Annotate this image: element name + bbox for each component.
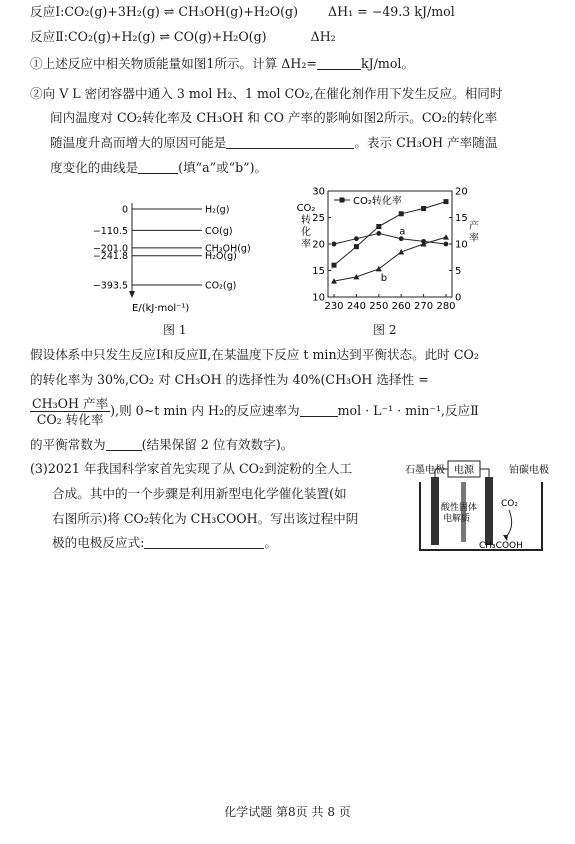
rate-unit: mol · L⁻¹ · min⁻¹,反应Ⅱ: [337, 403, 479, 418]
question-2-curve-tail: (填“a”或“b”)。: [178, 160, 268, 175]
figure-1-caption: 图 1: [163, 323, 187, 337]
reaction-2-label: 反应Ⅱ:: [30, 29, 68, 44]
energy-species-3: H₂O(g): [205, 251, 237, 263]
y-left-tick-label: 10: [312, 292, 325, 304]
series-label-b: b: [380, 272, 388, 284]
question-2-line-2: 间内温度对 CO₂转化率及 CH₃OH 和 CO 产率的影响如图2所示。CO₂的转化率: [50, 110, 498, 125]
electrolysis-device: [405, 458, 565, 554]
answer-blank-k[interactable]: [106, 438, 142, 451]
question-3-line-2: 合成。其中的一个步骤是利用新型电化学催化装置(如: [52, 486, 347, 501]
left-axis-title-2: 转: [301, 215, 311, 226]
product-label: CH₃COOH: [479, 541, 523, 551]
answer-blank-reason[interactable]: [226, 136, 354, 149]
figure-2-chart: [290, 183, 490, 313]
reaction-1-enthalpy: ΔH₁ = −49.3 kJ/mol: [328, 4, 455, 19]
question-2-reason-text: 随温度升高而增大的原因可能是: [50, 135, 227, 150]
para-line-4: [30, 437, 293, 453]
question-1-text: ①上述反应中相关物质能量如图1所示。计算 ΔH₂=: [30, 56, 317, 71]
x-tick-label: 240: [346, 301, 366, 312]
co2-label: CO₂: [501, 499, 518, 509]
question-3-end: 。: [264, 535, 277, 550]
question-3-electrode-text: 极的电极反应式:: [52, 535, 145, 550]
x-tick-label: 270: [414, 301, 434, 312]
reaction-2-equation: CO₂(g)+H₂(g) ⇌ CO(g)+H₂O(g): [68, 29, 267, 44]
y-left-tick-label: 20: [312, 239, 325, 251]
point-square: [354, 244, 359, 249]
y-right-tick-label: 15: [455, 213, 468, 224]
question-3-line-1: (3)2021 年我国科学家首先实现了从 CO₂到淀粉的全人工: [30, 461, 353, 476]
energy-axis-arrow: [129, 291, 135, 298]
question-2-curve-text: 度变化的曲线是: [50, 160, 139, 175]
y-right-tick-label: 5: [455, 266, 462, 277]
selectivity-fraction: [30, 396, 110, 427]
energy-value-3: −241.8: [92, 251, 128, 263]
energy-value-4: −393.5: [92, 280, 128, 292]
para-line-3: [30, 396, 479, 427]
right-electrode-label: 铂碳电极: [509, 465, 549, 476]
y-left-tick-label: 15: [312, 266, 325, 277]
question-1-unit: kJ/mol。: [360, 56, 415, 71]
question-3-line-3: 右图所示)将 CO₂转化为 CH₃COOH。写出该过程中阴: [52, 511, 359, 526]
fraction-numerator: CH₃OH 产率: [32, 396, 109, 411]
point-square: [444, 199, 449, 204]
electrolyte-label-2: 电解质: [443, 514, 471, 524]
reaction-2-enthalpy: ΔH₂: [310, 29, 336, 44]
answer-blank-curve[interactable]: [138, 161, 178, 174]
reaction-1-equation: CO₂(g)+3H₂(g) ⇌ CH₃OH(g)+H₂O(g): [64, 4, 299, 19]
y-left-tick-label: 25: [312, 213, 325, 224]
reaction-1-label: 反应Ⅰ:: [30, 4, 65, 19]
point-square: [376, 224, 381, 229]
x-tick-label: 230: [324, 301, 344, 312]
energy-species-0: H₂(g): [205, 204, 230, 216]
reaction-1: [30, 4, 455, 20]
point-circle: [354, 236, 359, 241]
page-footer: 化学试题 第8页 共 8 页: [224, 805, 351, 819]
series-label-a: a: [399, 226, 406, 238]
power-source-label: 电源: [454, 465, 474, 476]
equilibrium-text: 的平衡常数为: [30, 437, 106, 452]
y-left-tick-label: 30: [312, 186, 325, 198]
x-tick-label: 250: [369, 301, 389, 312]
answer-blank-dh2[interactable]: [317, 57, 361, 70]
point-circle: [444, 242, 449, 247]
point-circle: [332, 242, 337, 247]
left-axis-title-4: 率: [301, 239, 311, 250]
question-2-line-3: [50, 135, 497, 151]
x-tick-label: 280: [436, 301, 456, 312]
rate-text: ),则 0~t min 内 H₂的反应速率为: [110, 403, 300, 418]
point-square: [332, 263, 337, 268]
electrolyte-label-1: 酸性固体: [441, 503, 478, 513]
legend-marker: [340, 198, 345, 203]
point-square: [421, 206, 426, 211]
point-circle: [376, 231, 381, 236]
graphite-electrode: [431, 477, 439, 545]
answer-blank-rate[interactable]: [300, 404, 338, 417]
reaction-2: [30, 29, 336, 45]
point-square: [399, 211, 404, 216]
left-electrode-label: 石墨电极: [405, 465, 445, 476]
question-3-line-4: [52, 535, 277, 551]
series-line-2: [334, 237, 446, 281]
legend-label: CO₂转化率: [353, 196, 402, 207]
right-axis-title-2: 率: [469, 233, 479, 244]
y-right-tick-label: 20: [455, 186, 468, 198]
energy-axis-label: E/(kJ·mol⁻¹): [132, 303, 190, 314]
energy-species-2: CH₃OH(g): [205, 243, 251, 255]
energy-species-1: CO(g): [205, 225, 233, 237]
series-line-0: [334, 202, 446, 266]
point-triangle: [443, 234, 449, 240]
answer-blank-electrode[interactable]: [144, 536, 264, 549]
right-axis-title-1: 产: [469, 221, 479, 232]
x-tick-label: 260: [391, 301, 411, 312]
energy-value-0: 0: [121, 204, 128, 216]
left-axis-title-3: 化: [301, 227, 311, 238]
energy-value-2: −201.0: [92, 243, 128, 255]
pt-carbon-electrode: [485, 477, 493, 545]
y-right-tick-label: 10: [455, 239, 468, 251]
energy-species-4: CO₂(g): [205, 280, 237, 292]
question-2-line-4: [50, 160, 267, 176]
right-wire: [480, 469, 489, 477]
equilibrium-tail: (结果保留 2 位有效数字)。: [141, 437, 294, 452]
question-2-reason-tail: 。表示 CH₃OH 产率随温: [354, 135, 498, 150]
energy-value-1: −110.5: [92, 225, 128, 237]
fraction-denominator: CO₂ 转化率: [36, 412, 104, 427]
legend: [334, 194, 402, 207]
para-line-2: 的转化率为 30%,CO₂ 对 CH₃OH 的选择性为 40%(CH₃OH 选择性 =: [30, 372, 429, 387]
figure-2-caption: 图 2: [373, 323, 397, 337]
figure-1-energy-diagram: [80, 195, 280, 315]
question-2-line-1: ②向 V L 密闭容器中通入 3 mol H₂、1 mol CO₂,在催化剂作用下发生反应。相同时: [30, 86, 503, 101]
y-right-tick-label: 0: [455, 292, 462, 304]
para-line-1: 假设体系中只发生反应Ⅰ和反应Ⅱ,在某温度下反应 t min达到平衡状态。此时 CO₂: [30, 347, 479, 362]
reaction-arrow: [505, 510, 512, 538]
left-axis-title-1: CO₂: [296, 203, 316, 214]
question-1: [30, 56, 414, 72]
